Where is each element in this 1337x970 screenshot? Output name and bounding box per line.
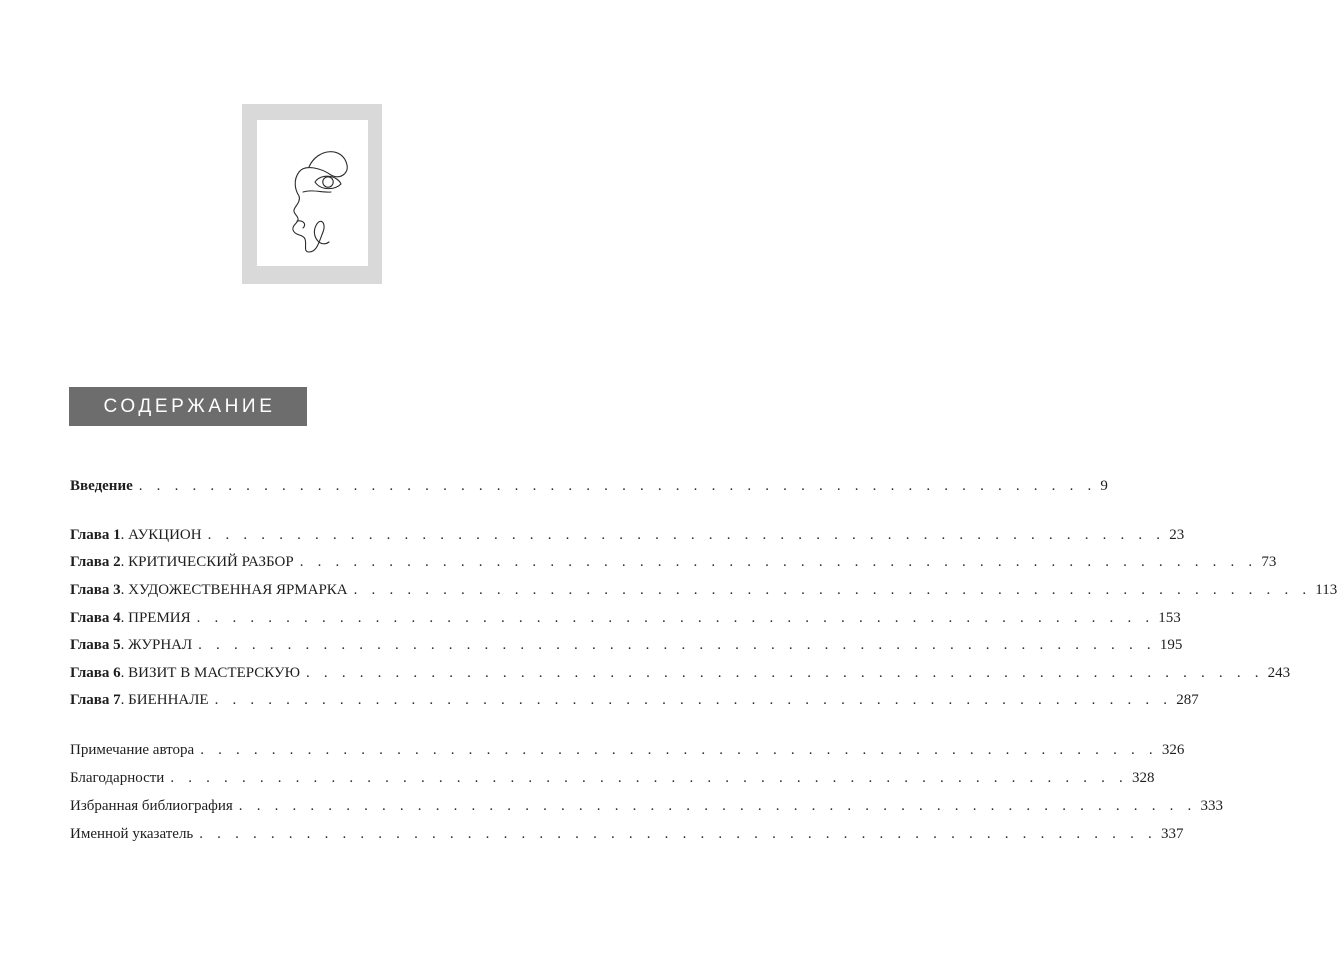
leader-dots: . . . . . . . . . . . . . . . . . . . . . . . . . . . . . . . . . . . . . . . . . . . . . . . . . . . . . . [238, 798, 1197, 814]
toc-entry-page: 153 [1158, 610, 1181, 626]
toc-entry-label: Благодарности [70, 770, 165, 786]
leader-dots: . . . . . . . . . . . . . . . . . . . . . . . . . . . . . . . . . . . . . . . . . . . . . . . . . . . . . . [214, 692, 1173, 708]
leader-dots: . . . . . . . . . . . . . . . . . . . . . . . . . . . . . . . . . . . . . . . . . . . . . . . . . . . . . . [200, 742, 1158, 758]
chapter-title: . КРИТИЧЕСКИЙ РАЗБОР [120, 554, 294, 570]
cover-emblem [242, 104, 382, 284]
toc-entry-chapter-2[interactable] [70, 554, 1277, 576]
toc-entry-intro[interactable] [70, 478, 1108, 500]
toc-entry-page: 73 [1261, 554, 1277, 570]
leader-dots: . . . . . . . . . . . . . . . . . . . . . . . . . . . . . . . . . . . . . . . . . . . . . . . . . . . . . . [198, 637, 1156, 653]
emblem-frame [257, 120, 368, 266]
chapter-prefix: Глава 6 [70, 665, 121, 681]
toc-entry-chapter-4[interactable] [70, 610, 1181, 632]
leader-dots: . . . . . . . . . . . . . . . . . . . . . . . . . . . . . . . . . . . . . . . . . . . . . . . . . . . . . . [353, 582, 1312, 598]
chapter-prefix: Глава 1 [70, 527, 121, 543]
toc-entry-chapter-1[interactable] [70, 527, 1185, 549]
toc-entry-acknowledgements[interactable] [70, 770, 1155, 792]
toc-entry-page: 337 [1160, 826, 1184, 842]
chapter-prefix: Глава 5 [70, 637, 121, 653]
leader-dots: . . . . . . . . . . . . . . . . . . . . . . . . . . . . . . . . . . . . . . . . . . . . . . . . . . . . . . [207, 527, 1166, 543]
toc-entry-name-index[interactable] [70, 826, 1184, 848]
leader-dots: . . . . . . . . . . . . . . . . . . . . . . . . . . . . . . . . . . . . . . . . . . . . . . . . . . . . . . [299, 554, 1258, 570]
toc-entry-author-note[interactable] [70, 742, 1185, 764]
chapter-title: . ПРЕМИЯ [120, 610, 191, 626]
toc-entry-page: 326 [1161, 742, 1185, 758]
toc-entry-chapter-7[interactable] [70, 692, 1199, 714]
toc-entry-label: Избранная библиография [70, 798, 233, 814]
chapter-title: . ЖУРНАЛ [120, 637, 193, 653]
toc-entry-label: Введение [70, 478, 133, 494]
chapter-prefix: Глава 2 [70, 554, 121, 570]
toc-entry-page: 287 [1176, 692, 1199, 708]
toc-entry-label: Примечание автора [70, 742, 195, 758]
leader-dots: . . . . . . . . . . . . . . . . . . . . . . . . . . . . . . . . . . . . . . . . . . . . . . . . . . . . . . [138, 478, 1097, 494]
toc-entry-chapter-3[interactable] [70, 582, 1337, 604]
face-line-art-icon [257, 120, 368, 266]
toc-heading: СОДЕРЖАНИЕ [103, 395, 276, 417]
toc-entry-page: 9 [1100, 478, 1108, 494]
chapter-title: . БИЕННАЛЕ [120, 692, 209, 708]
leader-dots: . . . . . . . . . . . . . . . . . . . . . . . . . . . . . . . . . . . . . . . . . . . . . . . . . . . . . . [196, 610, 1155, 626]
chapter-prefix: Глава 4 [70, 610, 121, 626]
toc-heading-band [69, 387, 307, 426]
leader-dots: . . . . . . . . . . . . . . . . . . . . . . . . . . . . . . . . . . . . . . . . . . . . . . . . . . . . . . [306, 665, 1264, 681]
chapter-prefix: Глава 7 [70, 692, 121, 708]
chapter-prefix: Глава 3 [70, 582, 121, 598]
chapter-title: . ХУДОЖЕСТВЕННАЯ ЯРМАРКА [120, 582, 348, 598]
leader-dots: . . . . . . . . . . . . . . . . . . . . . . . . . . . . . . . . . . . . . . . . . . . . . . . . . . . . . . [199, 826, 1157, 842]
toc-entry-chapter-6[interactable] [70, 665, 1291, 687]
toc-entry-chapter-5[interactable] [70, 637, 1183, 659]
toc-entry-page: 333 [1200, 798, 1223, 814]
toc-entry-page: 243 [1267, 665, 1291, 681]
toc-entry-page: 113 [1315, 582, 1337, 598]
toc-entry-page: 328 [1132, 770, 1155, 786]
chapter-title: . ВИЗИТ В МАСТЕРСКУЮ [120, 665, 301, 681]
toc-entry-bibliography[interactable] [70, 798, 1223, 820]
chapter-title: . АУКЦИОН [120, 527, 202, 543]
toc-entry-page: 195 [1159, 637, 1183, 653]
toc-entry-label: Именной указатель [70, 826, 194, 842]
toc-entry-page: 23 [1169, 527, 1185, 543]
leader-dots: . . . . . . . . . . . . . . . . . . . . . . . . . . . . . . . . . . . . . . . . . . . . . . . . . . . . . . [170, 770, 1128, 786]
